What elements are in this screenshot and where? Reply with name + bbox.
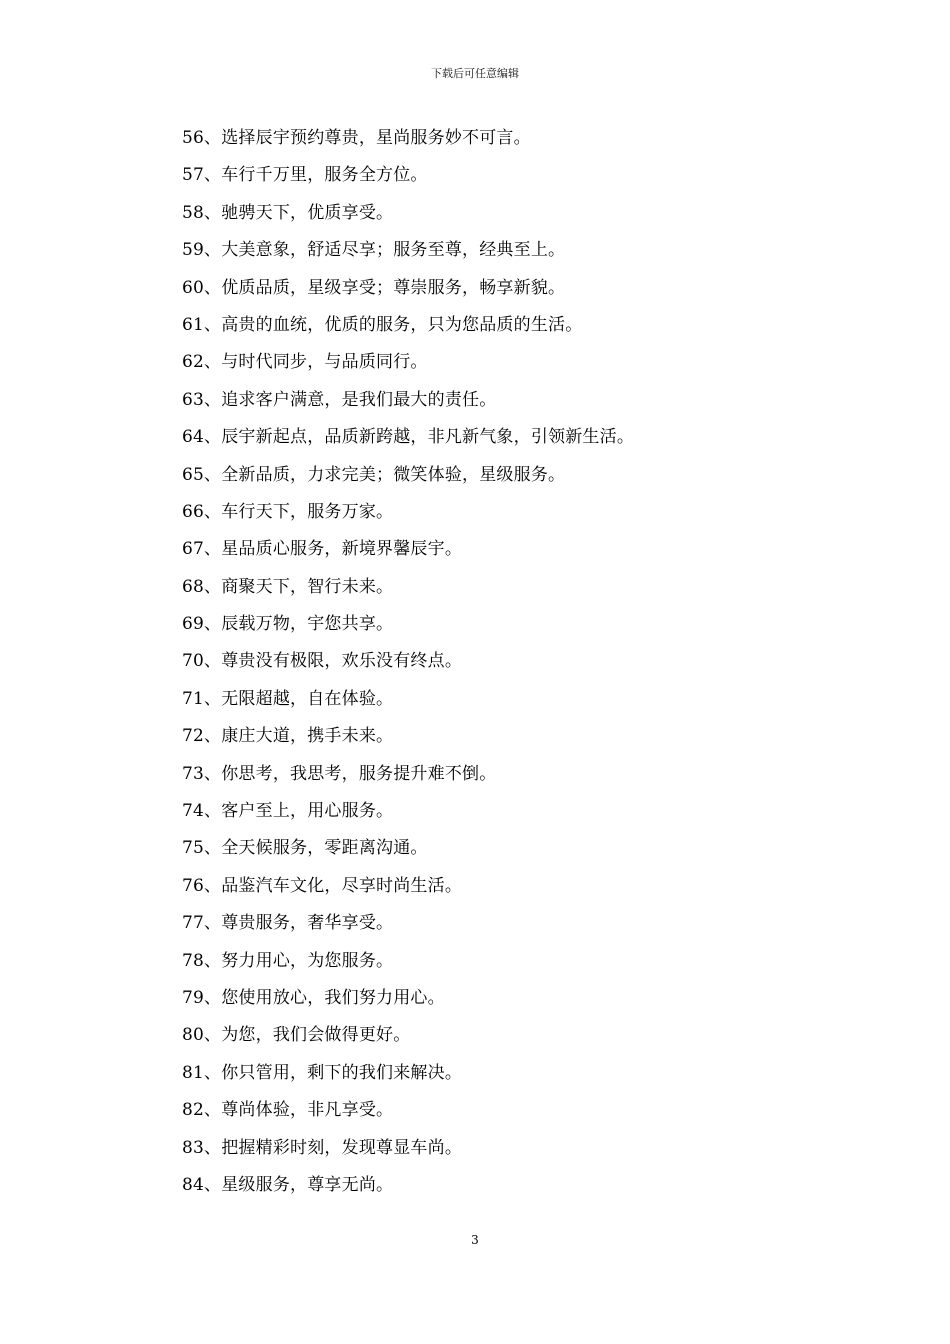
list-item: 77、尊贵服务，奢华享受。 xyxy=(182,913,394,934)
list-item: 69、辰载万物，宇您共享。 xyxy=(182,614,394,635)
list-item: 76、品鉴汽车文化，尽享时尚生活。 xyxy=(182,875,463,896)
list-item: 81、你只管用，剩下的我们来解决。 xyxy=(182,1062,463,1083)
list-item: 57、车行千万里，服务全方位。 xyxy=(182,165,428,186)
list-item: 82、尊尚体验，非凡享受。 xyxy=(182,1100,394,1121)
list-item: 65、全新品质，力求完美；微笑体验，星级服务。 xyxy=(182,464,566,485)
list-item: 56、选择辰宇预约尊贵，星尚服务妙不可言。 xyxy=(182,128,531,148)
list-item: 63、追求客户满意，是我们最大的责任。 xyxy=(182,389,497,410)
list-item: 59、大美意象，舒适尽享；服务至尊，经典至上。 xyxy=(182,240,566,261)
list-item: 67、星品质心服务，新境界馨辰宇。 xyxy=(182,539,463,560)
list-item: 66、车行天下，服务万家。 xyxy=(182,501,394,522)
list-item: 71、无限超越，自在体验。 xyxy=(182,688,394,709)
list-item: 68、商聚天下，智行未来。 xyxy=(182,576,394,597)
list-item: 75、全天候服务，零距离沟通。 xyxy=(182,838,428,859)
list-item: 80、为您，我们会做得更好。 xyxy=(182,1025,411,1046)
page-number: 3 xyxy=(471,1233,479,1247)
list-item: 70、尊贵没有极限，欢乐没有终点。 xyxy=(182,651,463,672)
list-item: 73、你思考，我思考，服务提升难不倒。 xyxy=(182,763,497,784)
list-item: 78、努力用心，为您服务。 xyxy=(182,950,394,971)
page-header: 下载后可任意编辑 xyxy=(431,67,519,80)
list-item: 58、驰骋天下，优质享受。 xyxy=(182,202,394,223)
list-item: 64、辰宇新起点，品质新跨越，非凡新气象，引领新生活。 xyxy=(182,427,635,448)
list-item: 72、康庄大道，携手未来。 xyxy=(182,726,394,747)
list-item: 79、您使用放心，我们努力用心。 xyxy=(182,987,445,1008)
list-item: 61、高贵的血统，优质的服务，只为您品质的生活。 xyxy=(182,314,583,335)
list-item: 84、星级服务，尊享无尚。 xyxy=(182,1174,394,1195)
list-item: 83、把握精彩时刻，发现尊显车尚。 xyxy=(182,1137,463,1158)
list-item: 74、客户至上，用心服务。 xyxy=(182,801,394,822)
list-item: 62、与时代同步，与品质同行。 xyxy=(182,352,428,373)
slogan-list xyxy=(182,126,634,1210)
list-item: 60、优质品质，星级享受；尊崇服务，畅享新貌。 xyxy=(182,277,566,298)
